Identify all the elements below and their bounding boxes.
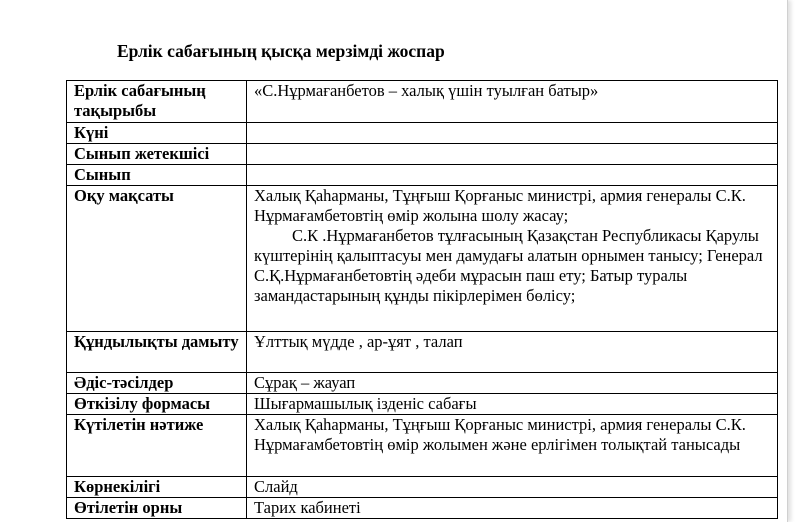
table-row [67,498,778,519]
table-row [67,373,778,394]
class-value[interactable] [247,165,778,186]
objective-value[interactable] [247,186,778,332]
lesson-plan-table [66,80,778,519]
topic-value[interactable]: «С.Нұрмағанбетов – халық үшін туылған батыр» [247,81,778,123]
methods-value[interactable]: Сұрақ – жауап [247,373,778,394]
table-row [67,332,778,373]
table-row [67,81,778,123]
table-row [67,477,778,498]
document-title: Ерлік сабағының қысқа мерзімді жоспар [117,41,445,61]
visuals-value[interactable]: Слайд [247,477,778,498]
outcome-label: Күтілетін нәтиже [67,415,247,477]
objective-label: Оқу мақсаты [67,186,247,332]
teacher-value[interactable] [247,144,778,165]
objective-line-1: Халық Қаһарманы, Тұңғыш Қорғаныс министрі, армия генералы С.К. Нұрмағамбетовтің өмір жолына шолу жасау; [254,186,746,225]
table-row [67,186,778,332]
methods-label: Әдіс-тәсілдер [67,373,247,394]
form-value[interactable]: Шығармашылық ізденіс сабағы [247,394,778,415]
teacher-label: Сынып жетекшісі [67,144,247,165]
day-label: Күні [67,123,247,144]
table-row [67,415,778,477]
outcome-value[interactable]: Халық Қаһарманы, Тұңғыш Қорғаныс министрі, армия генералы С.К. Нұрмағамбетовтің өмір жолымен және ерлігімен толықтай танысады [247,415,778,477]
place-value[interactable]: Тарих кабинеті [247,498,778,519]
class-label: Сынып [67,165,247,186]
values-value[interactable]: Ұлттық мүдде , ар-ұят , талап [247,332,778,373]
place-label: Өтілетін орны [67,498,247,519]
table-row [67,394,778,415]
topic-label: Ерлік сабағының тақырыбы [67,81,247,123]
form-label: Өткізілу формасы [67,394,247,415]
day-value[interactable] [247,123,778,144]
objective-line-2: С.К .Нұрмағанбетов тұлғасының Қазақстан Республикасы Қарулы күштерінің қалыптасуы мен дамудағы алатын орнымен танысу; Генерал С.Қ.Нұрмағанбетовтің әдеби мұрасын паш ету; Батыр туралы замандастарының құнды пікірлерімен бөлісу; [254,226,763,305]
values-label: Құндылықты дамыту [67,332,247,373]
visuals-label: Көрнекілігі [67,477,247,498]
table-row [67,144,778,165]
table-row [67,165,778,186]
table-row [67,123,778,144]
